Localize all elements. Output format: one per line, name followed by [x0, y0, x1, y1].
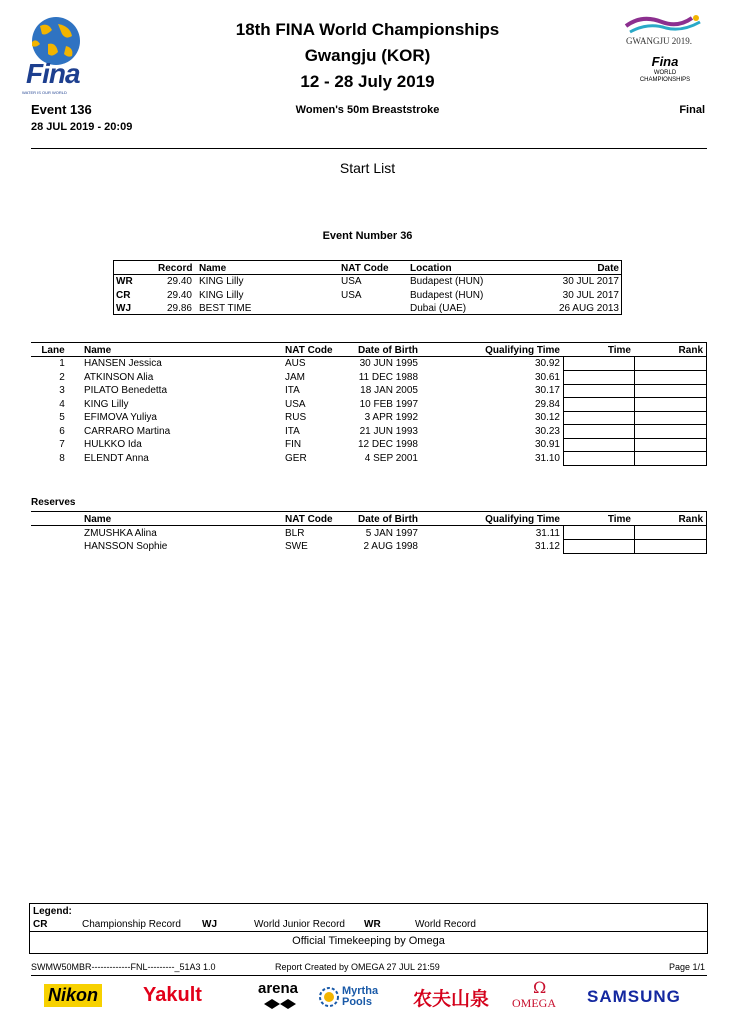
date-of-birth: 5 JAN 1997 [365, 528, 418, 539]
lane: 2 [59, 372, 65, 383]
swimmer-name: HULKKO Ida [84, 439, 142, 450]
qualifying-time: 30.17 [534, 385, 560, 396]
qualifying-time: 30.92 [534, 358, 560, 369]
right-logo-line2: CHAMPIONSHIPS [639, 77, 691, 83]
event-name: Women's 50m Breaststroke [295, 104, 440, 116]
box-divider [563, 424, 707, 425]
date-of-birth: 30 JUN 1995 [359, 358, 418, 369]
sponsor-samsung: SAMSUNG [587, 987, 681, 1006]
col-name: Name [84, 345, 112, 356]
record-nat: USA [341, 276, 362, 287]
qualifying-time: 31.10 [534, 453, 560, 464]
championship-dates: 12 - 28 July 2019 [300, 72, 435, 91]
box-divider [563, 553, 707, 554]
date-of-birth: 18 JAN 2005 [360, 385, 418, 396]
report-code: SWMW50MBR-------------FNL---------_51A3 1.0 [31, 962, 216, 972]
startlist-top-border [31, 342, 707, 343]
championship-location: Gwangju (KOR) [304, 46, 431, 65]
lane: 3 [59, 385, 65, 396]
swimmer-name: KING Lilly [84, 399, 129, 410]
date-of-birth: 3 APR 1992 [364, 412, 418, 423]
qualifying-time: 29.84 [534, 399, 560, 410]
reserves-col-time: Time [607, 514, 631, 525]
sponsor-omega: OMEGA [512, 996, 556, 1010]
record-name: BEST TIME [199, 303, 252, 314]
box-divider [563, 451, 707, 452]
col-time: Time [607, 345, 631, 356]
page-number: Page 1/1 [668, 962, 705, 972]
record-name: KING Lilly [199, 290, 244, 301]
legend-divider [30, 931, 707, 932]
record-location: Budapest (HUN) [410, 276, 484, 287]
reserve-box-right [706, 511, 707, 553]
legend-box [29, 903, 708, 954]
arena-diamond-icon [262, 998, 298, 1010]
qualifying-time: 30.23 [534, 426, 560, 437]
qualifying-time: 30.12 [534, 412, 560, 423]
myrtha-sun-icon [318, 986, 340, 1008]
record-code: CR [116, 290, 131, 301]
legend-code-wj: WJ [202, 919, 217, 930]
footer-divider [31, 975, 707, 976]
swimmer-name: HANSSON Sophie [84, 541, 168, 552]
report-created: Report Created by OMEGA 27 JUL 21:59 [275, 962, 440, 972]
reserves-col-dob: Date of Birth [358, 514, 418, 525]
record-time: 29.40 [166, 290, 192, 301]
lane: 4 [59, 399, 65, 410]
date-of-birth: 21 JUN 1993 [359, 426, 418, 437]
right-logo-line1: WORLD [653, 70, 677, 76]
record-date: 30 JUL 2017 [562, 276, 619, 287]
record-time: 29.40 [166, 276, 192, 287]
lane: 7 [59, 439, 65, 450]
date-of-birth: 10 FEB 1997 [359, 399, 418, 410]
event-datetime: 28 JUL 2019 - 20:09 [31, 121, 133, 133]
gwangju-logo [622, 12, 708, 92]
record-location: Budapest (HUN) [410, 290, 484, 301]
lane: 8 [59, 453, 65, 464]
reserves-top-border [31, 511, 707, 512]
box-divider [563, 384, 707, 385]
omega-symbol-icon: Ω [533, 978, 547, 997]
rank-box-right [706, 342, 707, 465]
lane: 6 [59, 426, 65, 437]
reserves-col-qt: Qualifying Time [485, 514, 560, 525]
swimmer-name: ZMUSHKA Alina [84, 528, 157, 539]
date-of-birth: 11 DEC 1988 [358, 372, 418, 383]
section-title: Start List [339, 160, 396, 176]
nat-code: JAM [285, 372, 305, 383]
swimmer-name: EFIMOVA Yuliya [84, 412, 157, 423]
lane: 5 [59, 412, 65, 423]
record-nat: USA [341, 290, 362, 301]
legend-code-wr: WR [364, 919, 381, 930]
reserves-col-name: Name [84, 514, 112, 525]
fina-logo-text: Fina [26, 58, 80, 89]
box-divider [563, 370, 707, 371]
legend-label-wj: World Junior Record [254, 919, 345, 930]
date-of-birth: 4 SEP 2001 [364, 453, 418, 464]
legend-title: Legend: [33, 906, 72, 917]
record-code: WJ [116, 303, 131, 314]
col-qualifying-time: Qualifying Time [485, 345, 560, 356]
legend-code-cr: CR [33, 919, 48, 930]
box-divider [563, 411, 707, 412]
records-col-nat: NAT Code [341, 263, 389, 274]
qualifying-time: 30.61 [534, 372, 560, 383]
record-name: KING Lilly [199, 276, 244, 287]
box-divider [563, 465, 707, 466]
round-label: Final [679, 104, 705, 116]
reserves-col-rank: Rank [678, 514, 703, 525]
fina-tagline: WATER IS OUR WORLD [22, 90, 67, 95]
right-fina-text: Fina [651, 54, 679, 69]
nat-code: RUS [285, 412, 307, 423]
swimmer-name: HANSEN Jessica [84, 358, 162, 369]
wave-icon [622, 12, 708, 36]
sponsor-myrtha: Myrtha Pools [342, 985, 379, 1008]
col-rank: Rank [678, 345, 703, 356]
sponsor-nongfu: 农夫山泉 [413, 988, 490, 1010]
qualifying-time: 31.11 [535, 528, 560, 539]
nat-code: FIN [285, 439, 302, 450]
timekeeping-text: Official Timekeeping by Omega [292, 935, 445, 947]
reserves-title: Reserves [31, 497, 76, 508]
nat-code: ITA [285, 426, 300, 437]
header-divider [31, 148, 707, 149]
gwangju-text: GWANGJU 2019. [626, 36, 692, 46]
swimmer-name: ATKINSON Alia [84, 372, 154, 383]
swimmer-name: PILATO Benedetta [84, 385, 168, 396]
nat-code: SWE [285, 541, 308, 552]
box-divider [563, 438, 707, 439]
date-of-birth: 12 DEC 1998 [357, 439, 418, 450]
nat-code: BLR [285, 528, 305, 539]
swimmer-name: ELENDT Anna [84, 453, 149, 464]
nat-code: GER [285, 453, 307, 464]
box-divider [563, 539, 707, 540]
record-date: 30 JUL 2017 [562, 290, 619, 301]
record-time: 29.86 [166, 303, 192, 314]
col-lane: Lane [41, 345, 65, 356]
championship-title: 18th FINA World Championships [235, 20, 500, 39]
sponsor-arena: arena [258, 980, 299, 997]
qualifying-time: 30.91 [534, 439, 560, 450]
sponsor-yakult: Yakult [143, 984, 202, 1006]
nat-code: AUS [285, 358, 306, 369]
records-col-name: Name [199, 263, 227, 274]
nat-code: USA [285, 399, 306, 410]
records-col-location: Location [410, 263, 452, 274]
swimmer-name: CARRARO Martina [84, 426, 171, 437]
record-date: 26 AUG 2013 [558, 303, 619, 314]
records-col-date: Date [597, 263, 619, 274]
event-number-label: Event Number 36 [322, 230, 413, 242]
event-number: Event 136 [31, 102, 92, 117]
col-dob: Date of Birth [358, 345, 418, 356]
qualifying-time: 31.12 [534, 541, 560, 552]
reserves-col-nat: NAT Code [285, 514, 333, 525]
nat-code: ITA [285, 385, 300, 396]
record-code: WR [116, 276, 133, 287]
lane: 1 [59, 358, 65, 369]
legend-label-cr: Championship Record [82, 919, 181, 930]
legend-label-wr: World Record [415, 919, 476, 930]
col-nat: NAT Code [285, 345, 333, 356]
record-location: Dubai (UAE) [410, 303, 467, 314]
sponsor-nikon: Nikon [44, 984, 102, 1007]
date-of-birth: 2 AUG 1998 [363, 541, 418, 552]
box-divider [563, 397, 707, 398]
records-col-record: Record [158, 263, 193, 274]
